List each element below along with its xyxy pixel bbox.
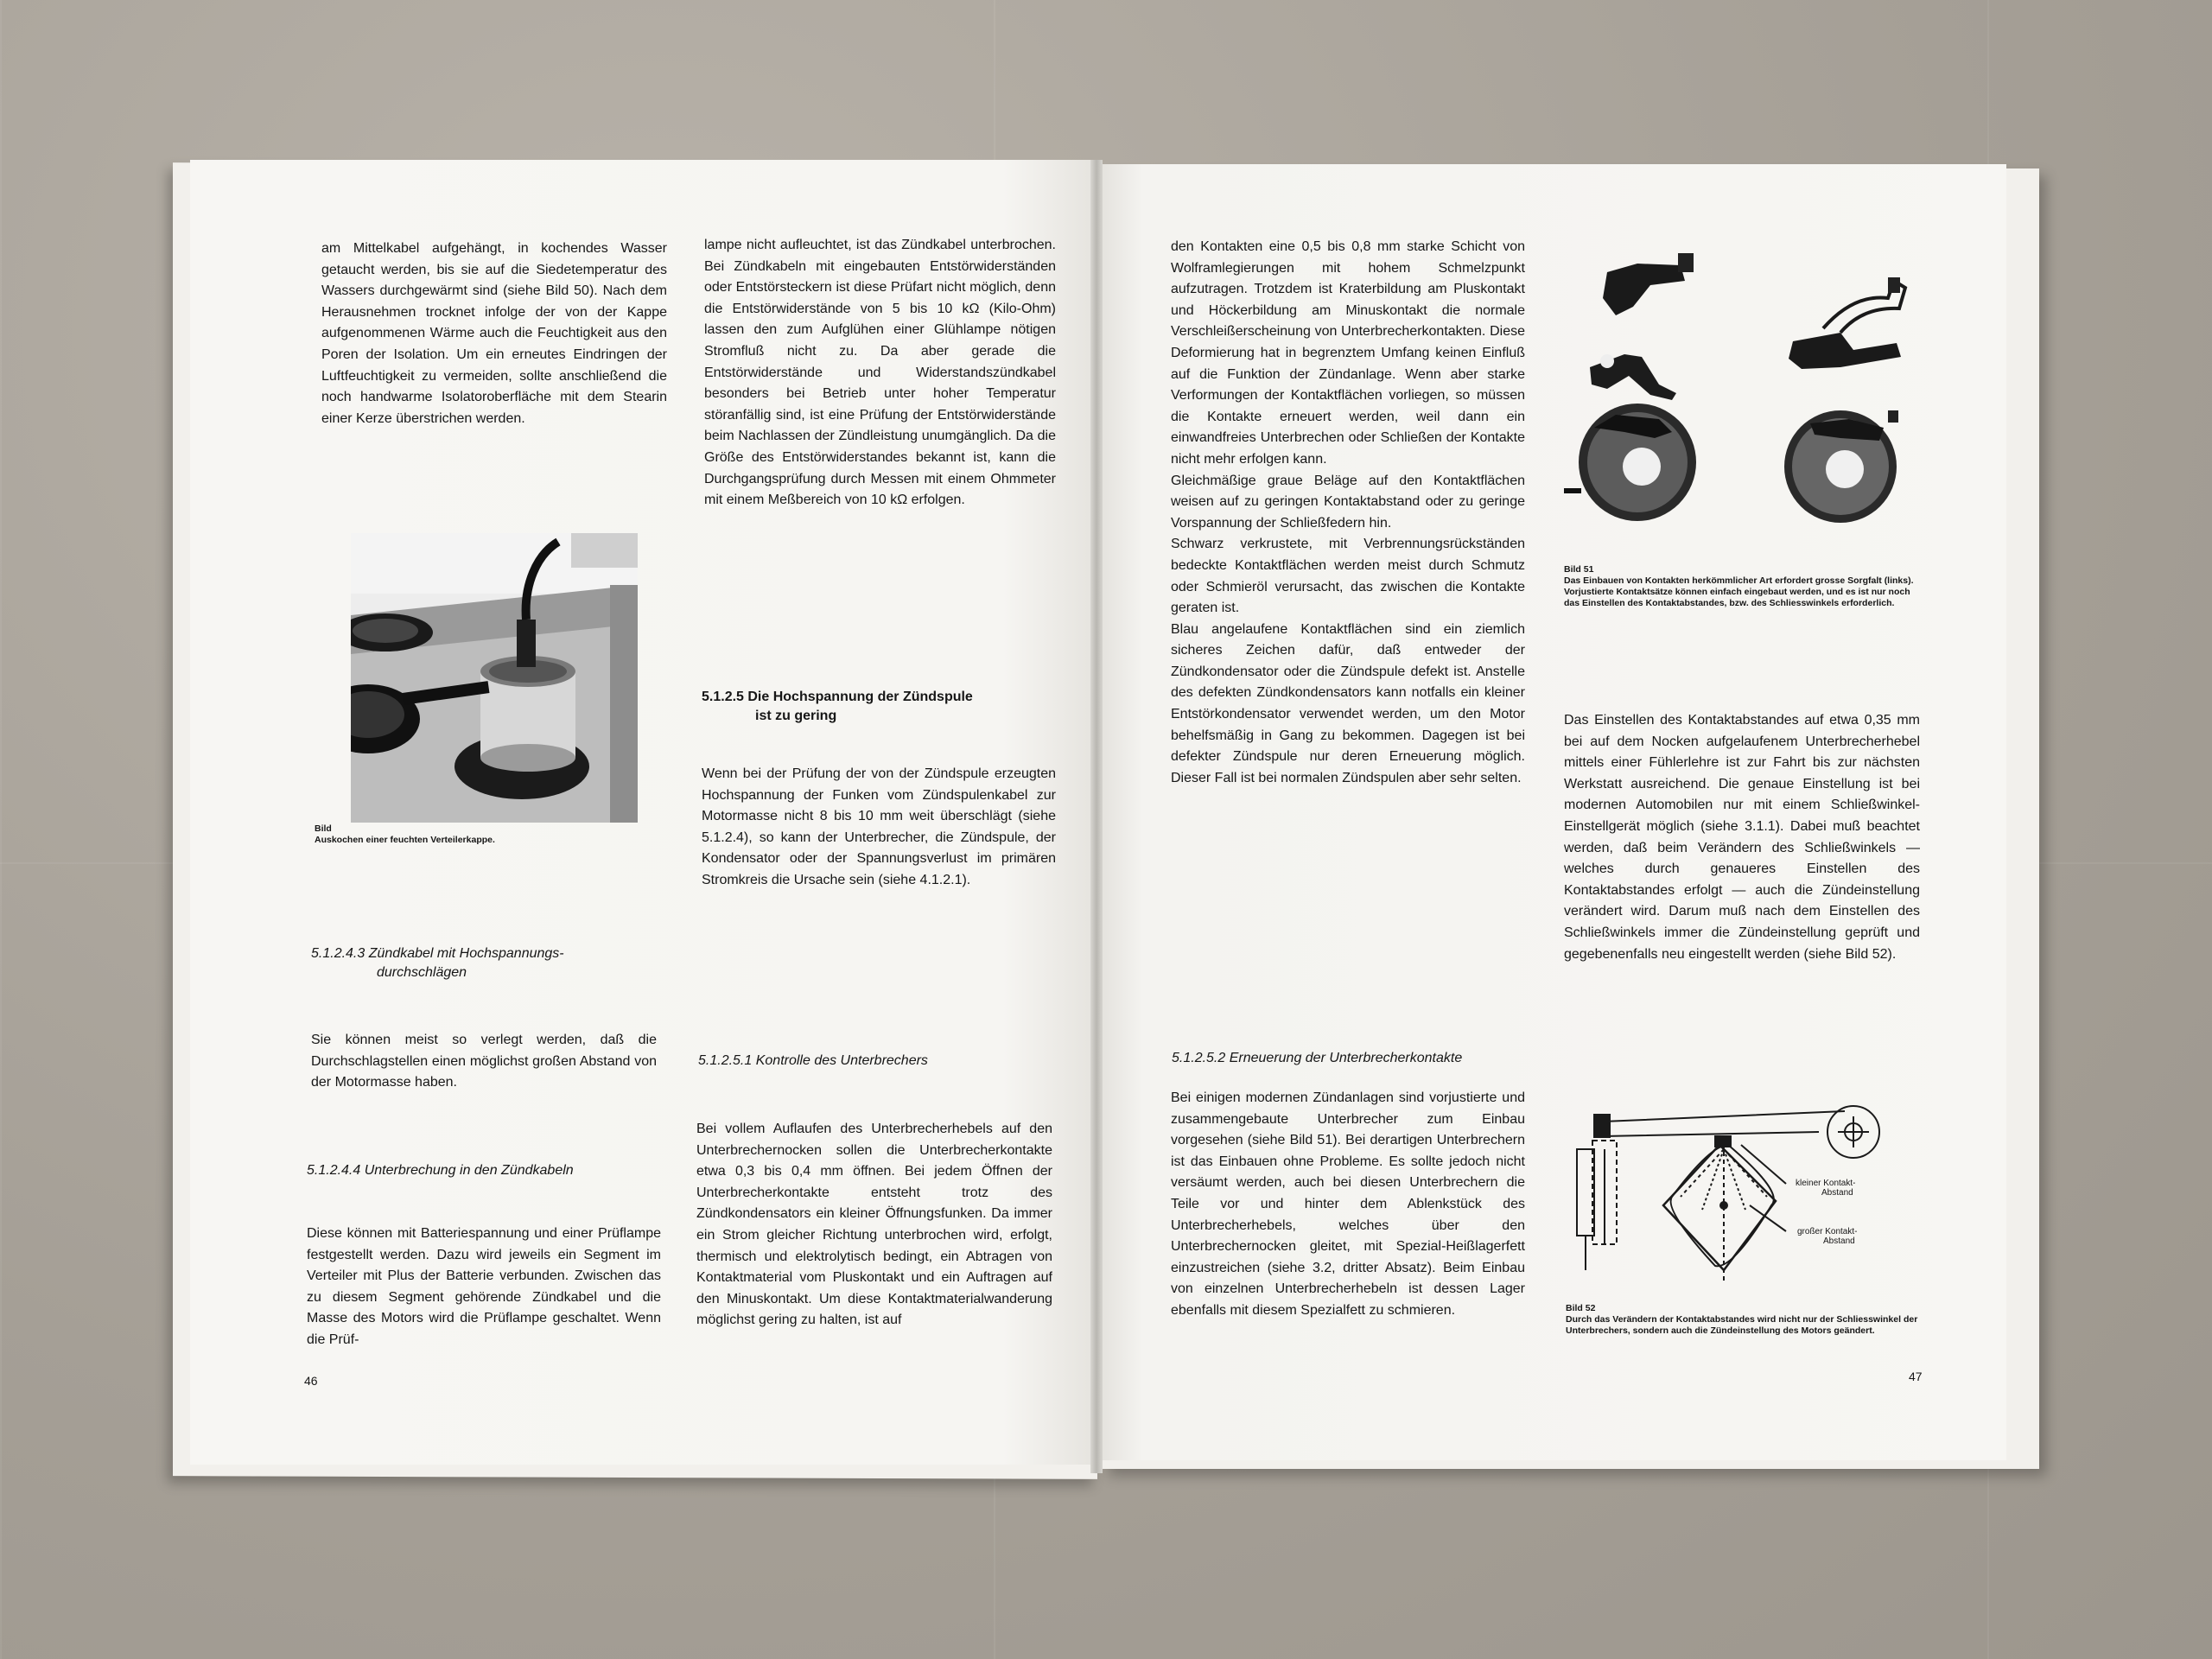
- page-number-right: 47: [1909, 1370, 1923, 1383]
- heading-5-1-2-4-4: 5.1.2.4.4 Unterbrechung in den Zündkabeln: [307, 1163, 574, 1178]
- figure-52-caption: Bild 52 Durch das Verändern der Kontaktabstandes wird nicht nur der Schliesswinkel der Unterbrechers, sondern auch die Zündeinstellung des Motors geändert.: [1566, 1303, 1918, 1336]
- paragraph-5-1-2-5: Wenn bei der Prüfung der von der Zündspule erzeugten Hochspannung der Funken vom Zündspulenkabel zur Motormasse nicht 8 bis 10 mm weit überschlägt (siehe 5.1.2.4), so kann der Unterbrecher, die Zündspule, der Kondensator oder der Spannungsverlust im primären Stromkreis die Ursache sein (siehe 4.1.2.1).: [702, 766, 1056, 887]
- paragraph-5-1-2-5-1: Bei vollem Auflaufen des Unterbrecherhebels auf den Unterbrechernocken sollen die Unterbrecherkontakte etwa 0,3 bis 0,4 mm öffnen. Bei jedem Öffnen der Unterbrecherkontakte entsteht trotz des Zündkondensators ein kleiner Öffnungsfunken. Da immer ein Strom gleicher Richtung unterbrochen wird, erfolgt, thermisch und elektrolytisch bedingt, ein Abtragen von Kontaktmaterial vom Pluskontakt und ein Auftragen auf den Minuskontakt. Um diese Kontaktmaterialwanderung möglichst gering zu halten, ist auf: [696, 1122, 1052, 1328]
- figure-52-diagram: [1560, 1097, 1923, 1296]
- label-kleiner-kontaktabstand: kleiner Kontakt- Abstand: [1796, 1179, 1856, 1198]
- left-col1-paragraph-1: am Mittelkabel aufgehängt, in kochendes Wasser getaucht werden, bis sie auf die Siedetemperatur des Wassers durchgewärmt sind (siehe Bild 50). Nach dem Herausnehmen trocknet infolge der von der Kappe aufgenommenen Wärme auch die Feuchtigkeit aus den Poren der Isolation. Um ein erneutes Eindringen der Luftfeuchtigkeit zu vermeiden, sollte anschließend die noch handwarme Isolatoroberfläche mit dem Stearin einer Kerze überstrichen werden.: [321, 241, 667, 426]
- figure-50-photo: [351, 533, 638, 823]
- label-grosser-kontaktabstand: großer Kontakt- Abstand: [1797, 1227, 1858, 1246]
- paragraph-5-1-2-4-4: Diese können mit Batteriespannung und einer Prüflampe festgestellt werden. Dazu wird jeweils ein Segment im Verteiler mit Plus der Batterie verbunden. Zwischen das zu diesem Segment gehörende Zündkabel und die Masse des Motors wird die Prüflampe geschaltet. Wenn die Prüf-: [307, 1226, 661, 1347]
- heading-5-1-2-4-3: 5.1.2.4.3 Zündkabel mit Hochspannungs- durchschlägen: [311, 946, 564, 980]
- paragraph-5-1-2-5-2: Bei einigen modernen Zündanlagen sind vorjustierte und zusammengebaute Unterbrecher zum Einbau vorgesehen (siehe Bild 51). Bei derartigen Unterbrechern ist das Einbauen ohne Probleme. Es sollte jedoch nicht versäumt werden, auch bei diesen Unterbrechern die Teile vor und hinter dem Ablenkstück des Unterbrecherhebels, welches über den Unterbrechernocken gleitet, mit Spezial-Heißlagerfett einzustreichen (siehe 3.2, dritter Absatz). Beim Einbau von einzelnen Unterbrecherhebeln ist dessen Lager ebenfalls mit diesem Spezialfett zu schmieren.: [1171, 1090, 1525, 1318]
- paragraph-5-1-2-4-3: Sie können meist so verlegt werden, daß die Durchschlagstellen einen möglichst großen Abstand von der Motormasse haben.: [311, 1033, 657, 1090]
- page-number-left: 46: [304, 1374, 318, 1388]
- heading-5-1-2-5-1: 5.1.2.5.1 Kontrolle des Unterbrechers: [698, 1053, 928, 1068]
- heading-5-1-2-5: 5.1.2.5 Die Hochspannung der Zündspule ist zu gering: [702, 690, 973, 723]
- right-col1-paragraph-1: den Kontakten eine 0,5 bis 0,8 mm starke Schicht von Wolframlegierungen mit hohem Schmelzpunkt aufzutragen. Trotzdem ist Kraterbildung am Pluskontakt und Höckerbildung am Minuskontakt die normale Verschleißerscheinung von Unterbrecherkontakten. Diese Deformierung hat in begrenztem Umfang keinen Einfluß auf die Funktion der Zündanlage. Wenn aber starke Verformungen der Kontaktflächen vorliegen, so müssen die Kontakte erneuert werden, weil dann ein einwandfreies Unterbrechen oder Schließen der Kontakte nicht mehr erfolgen kann. Gleichmäßige graue Beläge auf den Kontaktflächen weisen auf zu geringen Kontaktabstand oder zu geringe Vorspannung der Schließfedern hin. Schwarz verkrustete, mit Verbrennungsrückständen bedeckte Kontaktflächen werden meist durch Schmutz oder Schmieröl verursacht, das zwischen die Kontakte geraten ist. Blau angelaufene Kontaktflächen sind ein ziemlich sicheres Zeichen dafür, daß entweder der Zündkondensator oder die Zündspule defekt ist. Anstelle des defekten Zündkondensators kann notfalls ein kleiner Entstörkondensator verwendet werden, um den Motor behelfsmäßig in Gang zu bekommen. Dagegen ist bei defekter Zündspule nur deren Erneuerung möglich. Dieser Fall ist bei normalen Zündspulen aber sehr selten.: [1171, 239, 1525, 785]
- right-col2-paragraph-1: Das Einstellen des Kontaktabstandes auf etwa 0,35 mm bei auf dem Nocken aufgelaufenem Unterbrecherhebel mittels einer Fühlerlehre ist zur Fahrt bis zur nächsten Werkstatt ausreichend. Die genaue Einstellung ist bei modernen Automobilen nur mit einem Schließwinkel-Einstellgerät möglich (siehe 3.1.1). Dabei muß beachtet werden, daß beim Verändern des Schließwinkels — welches durch genaueres Einstellen des Kontaktabstandes erfolgt — auch die Zündeinstellung verändert wird. Darum muß nach dem Einstellen des Schließwinkels immer die Zündeinstellung geprüft und gegebenenfalls neu eingestellt werden (siehe Bild 52).: [1564, 713, 1920, 962]
- heading-5-1-2-5-2: 5.1.2.5.2 Erneuerung der Unterbrecherkontakte: [1172, 1051, 1463, 1065]
- book-gutter: [1090, 160, 1103, 1473]
- figure-51-caption: Bild 51 Das Einbauen von Kontakten herkömmlicher Art erfordert grosse Sorgfalt (links). Vorjustierte Kontaktsätze können einfach eingebaut werden, und es ist nur noch das Einstellen des Kontaktabstandes, bzw. des Schliesswinkels erforderlich.: [1564, 564, 1914, 608]
- figure-51-drawing: [1555, 246, 1927, 531]
- figure-50-caption: Bild Auskochen einer feuchten Verteilerkappe.: [315, 823, 495, 845]
- left-col2-paragraph-1: lampe nicht aufleuchtet, ist das Zündkabel unterbrochen. Bei Zündkabeln mit eingebauten Entstörwiderständen oder Entstörsteckern ist diese Prüfart nicht möglich, denn die Entstörwiderstände von 5 bis 10 kΩ (Kilo-Ohm) lassen den zum Aufglühen einer Glühlampe nötigen Stromfluß nicht zu. Da aber gerade die Entstörwiderstände und Widerstandszündkabel besonders bei Betrieb unter hoher Temperatur störanfällig sind, ist eine Prüfung der Entstörwiderstände beim Nachlassen der Zündleistung unumgänglich. Da die Größe des Entstörwiderstandes bekannt ist, kann die Durchgangsprüfung durch Messen mit einem Ohmmeter mit einem Meßbereich von 10 kΩ erfolgen.: [704, 238, 1056, 508]
